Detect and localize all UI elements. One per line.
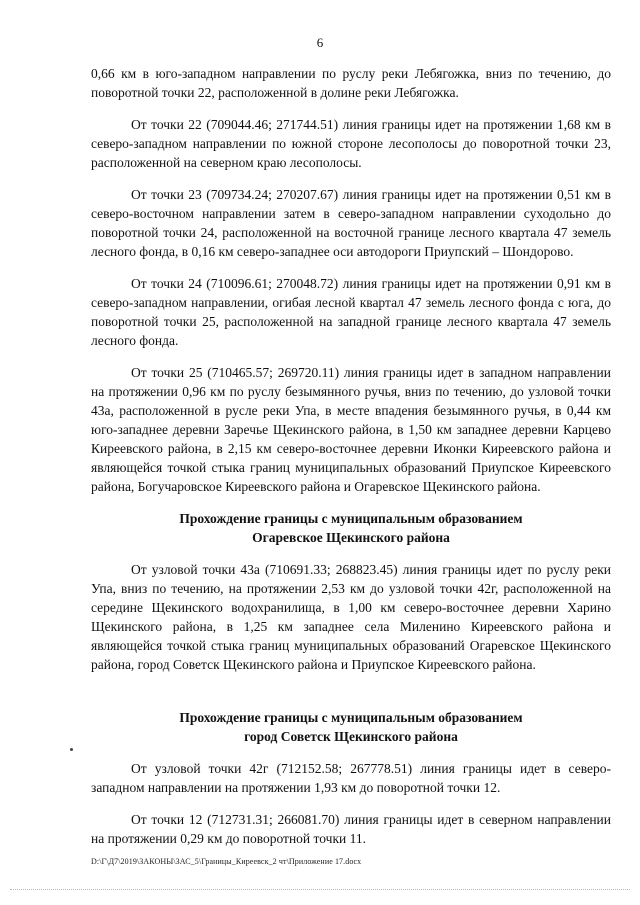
section-heading-line: город Советск Щекинского района	[244, 729, 458, 744]
paragraph-point-12: От точки 12 (712731.31; 266081.70) линия границы идет в северном направлении на протяжении 0,29 км до поворотной точки 11.	[91, 812, 611, 846]
section-heading-line: Прохождение границы с муниципальным образованием	[179, 511, 523, 526]
paragraph-point-24: От точки 24 (710096.61; 270048.72) линия границы идет на протяжении 0,91 км в северо-западном направлении, огибая лесной квартал 47 земель лесного фонда с юга, до поворотной точки 25, расположенной на западной границе лесного квартала 47 земель лесного фонда.	[91, 276, 611, 348]
document-body	[91, 64, 611, 848]
section-heading-ogarevskoe	[91, 509, 611, 547]
paragraph-point-42g: От узловой точки 42г (712152.58; 267778.51) линия границы идет в северо-западном направлении на протяжении 1,93 км до поворотной точки 12.	[91, 761, 611, 795]
paragraph-point-23: От точки 23 (709734.24; 270207.67) линия границы идет на протяжении 0,51 км в северо-восточном направлении затем в северо-западном направлении суходольно до поворотной точки 24, расположенной на восточной границе лесного квартала 47 земель лесного фонда, в 0,16 км северо-западнее оси автодороги Приупский – Шондорово.	[91, 187, 611, 259]
margin-dot	[70, 748, 73, 751]
scan-edge-line	[10, 889, 630, 890]
footer-file-path: D:\Г\Д7\2019\ЗАКОНЫ\ЗАС_5\Границы_Киреевск_2 чт\Приложение 17.docx	[91, 857, 362, 866]
paragraph-point-22: От точки 22 (709044.46; 271744.51) линия границы идет на протяжении 1,68 км в северо-западном направлении по южной стороне лесополосы до поворотной точки 23, расположенной на северном краю лесополосы.	[91, 117, 611, 170]
page-number: 6	[316, 35, 324, 50]
paragraph-point-25: От точки 25 (710465.57; 269720.11) линия границы идет в западном направлении на протяжении 0,96 км по руслу безымянного ручья, вниз по течению, до узловой точки 43а, расположенной в русле реки Упа, в месте впадения безымянного ручья, в 0,44 км юго-западнее деревни Заречье Щекинского района, в 1,50 км западнее деревни Карцево Киреевского района, в 2,15 км северо-восточнее деревни Иконки Киреевского района и являющейся точкой стыка границ муниципальных образований Приупское Киреевского района, Богучаровское Киреевского района и Огаревское Щекинского района.	[91, 365, 611, 494]
section-heading-line: Огаревское Щекинского района	[252, 530, 450, 545]
paragraph-continuation: 0,66 км в юго-западном направлении по руслу реки Лебягожка, вниз по течению, до поворотной точки 22, расположенной в долине реки Лебягожка.	[91, 66, 611, 100]
section-heading-line: Прохождение границы с муниципальным образованием	[179, 710, 523, 725]
section-heading-sovetsk	[91, 708, 611, 746]
paragraph-point-43a: От узловой точки 43а (710691.33; 268823.45) линия границы идет по руслу реки Упа, вниз по течению, на протяжении 2,53 км до узловой точки 42г, расположенной на середине Щекинского водохранилища, в 1,00 км северо-восточнее деревни Харино Щекинского района, в 1,25 км западнее села Миленино Киреевского района и являющейся точкой стыка границ муниципальных образований Огаревское Щекинского района, город Советск Щекинского района и Приупское Киреевского района.	[91, 562, 611, 672]
